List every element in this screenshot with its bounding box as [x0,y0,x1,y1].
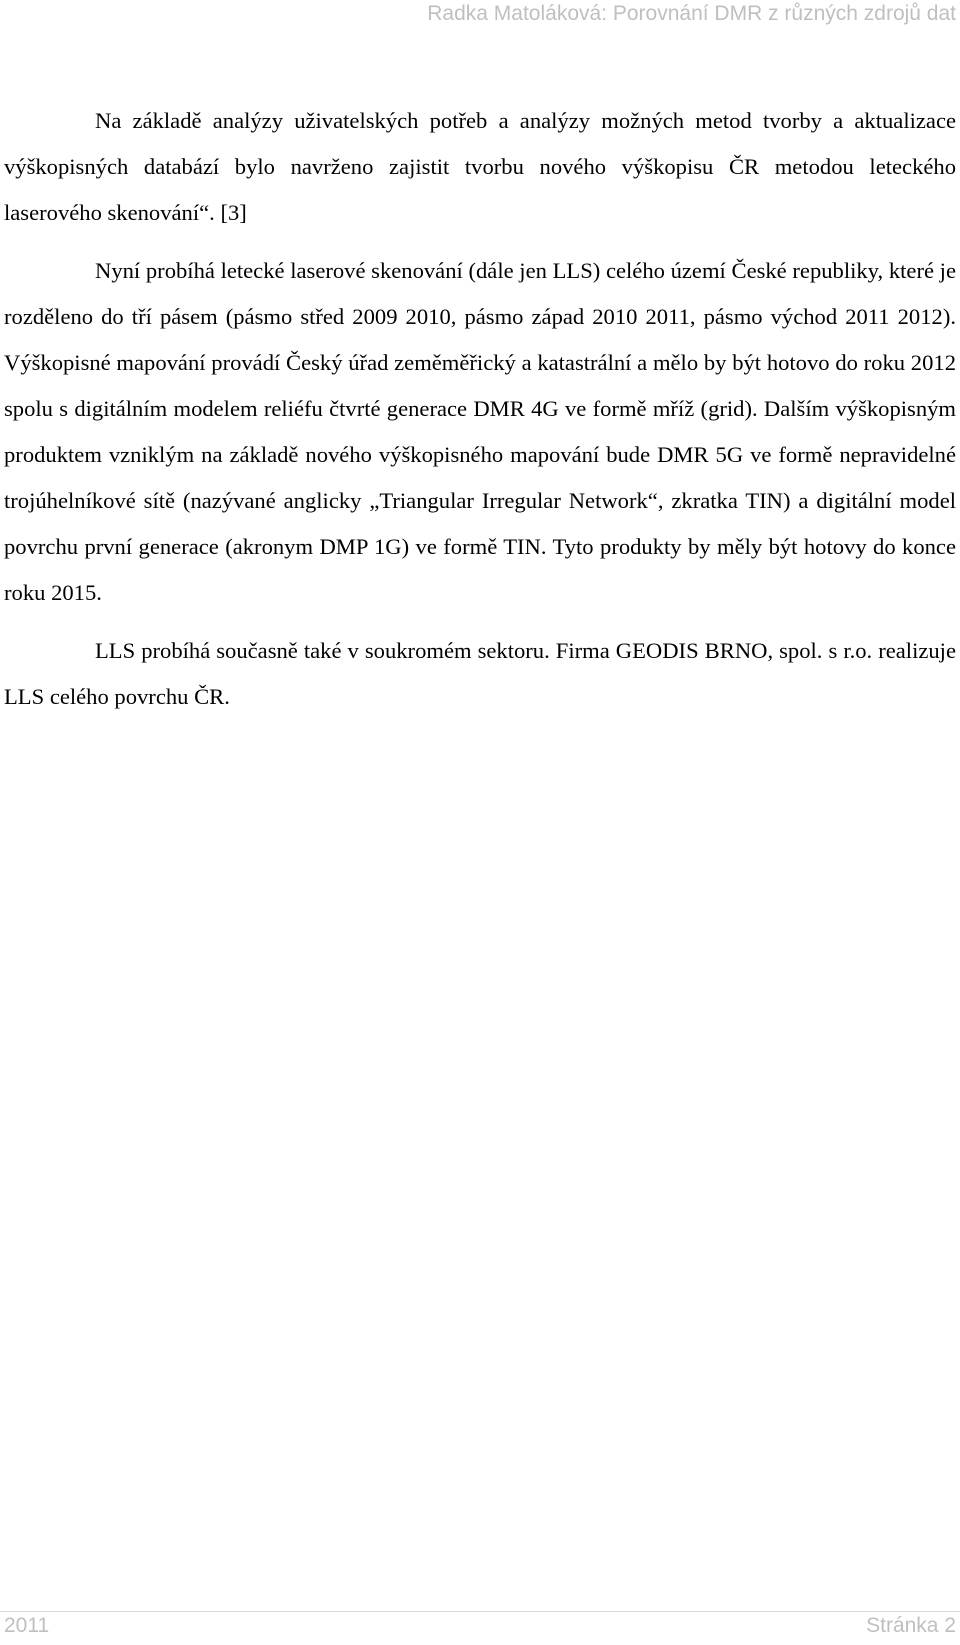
footer-year: 2011 [4,1614,50,1637]
paragraph: LLS probíhá současně také v soukromém sektoru. Firma GEODIS BRNO, spol. s r.o. realizuje LLS celého povrchu ČR. [4,638,956,709]
paragraph: Na základě analýzy uživatelských potřeb a analýzy možných metod tvorby a aktualizace výškopisných databází bylo navrženo zajistit tvorbu nového výškopisu ČR metodou leteckého laserového skenování“. [3] [4,108,956,225]
document-body [4,98,956,720]
running-header: Radka Matoláková: Porovnání DMR z různých zdrojů dat [427,2,956,25]
paragraph: Nyní probíhá letecké laserové skenování (dále jen LLS) celého území České republiky, které je rozděleno do tří pásem (pásmo střed 2009 2010, pásmo západ 2010 2011, pásmo východ 2011 2012). Výškopisné mapování provádí Český úřad zeměměřický a katastrální a mělo by být hotovo do roku 2012 spolu s digitálním modelem reliéfu čtvrté generace DMR 4G ve formě mříž (grid). Dalším výškopisným produktem vzniklým na základě nového výškopisného mapování bude DMR 5G ve formě nepravidelné trojúhelníkové sítě (nazývané anglicky „Triangular Irregular Network“, zkratka TIN) a digitální model povrchu první generace (akronym DMP 1G) ve formě TIN. Tyto produkty by měly být hotovy do konce roku 2015. [4,258,956,605]
footer-divider [0,1611,960,1612]
page-number: Stránka 2 [866,1614,956,1637]
